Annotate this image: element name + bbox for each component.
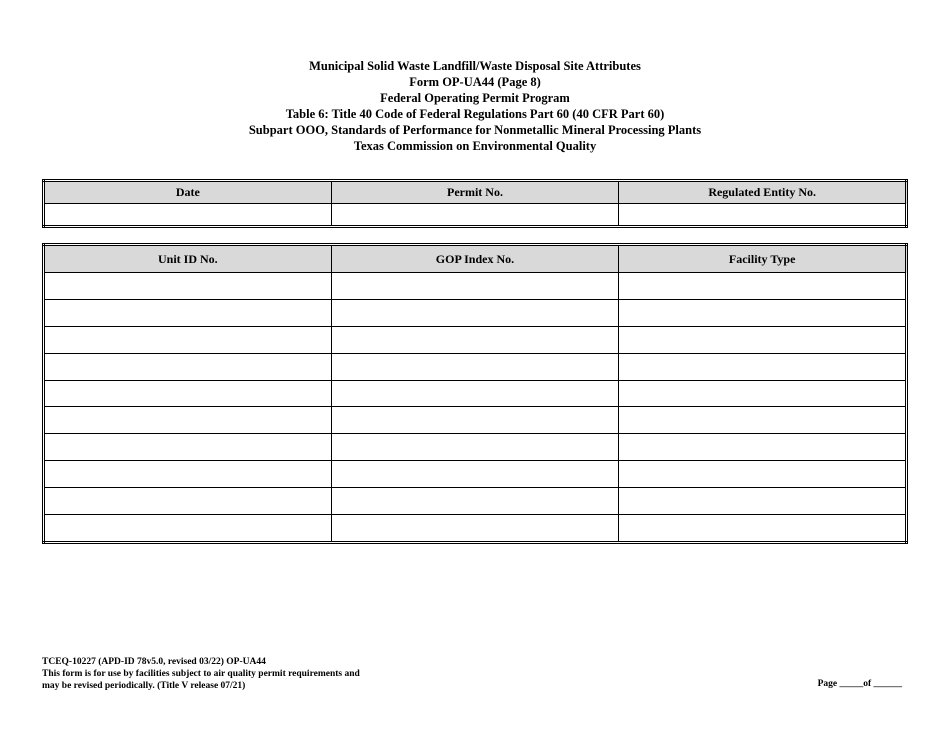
- gop-index-field[interactable]: [331, 515, 619, 543]
- table-row: [44, 407, 907, 434]
- table-row: [44, 515, 907, 543]
- table-row: [44, 273, 907, 300]
- unit-id-field[interactable]: [44, 461, 332, 488]
- facility-type-field[interactable]: [619, 461, 907, 488]
- header-unit-id: Unit ID No.: [44, 245, 332, 273]
- form-title: Municipal Solid Waste Landfill/Waste Disposal Site Attributes: [309, 59, 641, 73]
- program-name: Federal Operating Permit Program: [380, 91, 570, 105]
- facility-type-field[interactable]: [619, 407, 907, 434]
- facility-type-field[interactable]: [619, 515, 907, 543]
- gop-index-field[interactable]: [331, 353, 619, 380]
- table-row: [44, 488, 907, 515]
- header-date: Date: [44, 181, 332, 204]
- regulated-entity-no-field[interactable]: [619, 204, 907, 227]
- gop-index-field[interactable]: [331, 299, 619, 326]
- header-regulated-entity-no: Regulated Entity No.: [619, 181, 907, 204]
- table-row: [44, 434, 907, 461]
- gop-index-field[interactable]: [331, 488, 619, 515]
- header-gop-index: GOP Index No.: [331, 245, 619, 273]
- form-footer: [42, 656, 360, 692]
- form-number: Form OP-UA44 (Page 8): [409, 75, 541, 89]
- table-title: Table 6: Title 40 Code of Federal Regulations Part 60 (40 CFR Part 60): [285, 107, 665, 121]
- gop-index-field[interactable]: [331, 434, 619, 461]
- facility-type-field[interactable]: [619, 299, 907, 326]
- agency-name: Texas Commission on Environmental Quality: [353, 139, 597, 153]
- facility-type-field[interactable]: [619, 434, 907, 461]
- page-number-field: Page _____of ______: [817, 679, 902, 689]
- table-row: [44, 326, 907, 353]
- unit-id-field[interactable]: [44, 434, 332, 461]
- gop-index-field[interactable]: [331, 326, 619, 353]
- unit-id-field[interactable]: [44, 326, 332, 353]
- facility-type-field[interactable]: [619, 380, 907, 407]
- form-header: [0, 58, 950, 154]
- unit-id-field[interactable]: [44, 515, 332, 543]
- gop-index-field[interactable]: [331, 273, 619, 300]
- unit-id-field[interactable]: [44, 488, 332, 515]
- usage-note-line1: This form is for use by facilities subject to air quality permit requirements and: [42, 669, 360, 679]
- table-row: [44, 299, 907, 326]
- table-row: [44, 380, 907, 407]
- gop-index-field[interactable]: [331, 380, 619, 407]
- unit-id-field[interactable]: [44, 273, 332, 300]
- unit-table-header-row: [44, 245, 907, 273]
- header-permit-no: Permit No.: [331, 181, 619, 204]
- table-row: [44, 353, 907, 380]
- facility-type-field[interactable]: [619, 488, 907, 515]
- date-field[interactable]: [44, 204, 332, 227]
- permit-info-header-row: [44, 181, 907, 204]
- permit-no-field[interactable]: [331, 204, 619, 227]
- unit-id-field[interactable]: [44, 380, 332, 407]
- facility-type-field[interactable]: [619, 353, 907, 380]
- permit-info-row: [44, 204, 907, 227]
- unit-id-field[interactable]: [44, 407, 332, 434]
- unit-id-field[interactable]: [44, 299, 332, 326]
- usage-note-line2: may be revised periodically. (Title V release 07/21): [42, 681, 246, 691]
- form-id: TCEQ-10227 (APD-ID 78v5.0, revised 03/22) OP-UA44: [42, 657, 266, 667]
- unit-table: [42, 243, 908, 544]
- subpart-title: Subpart OOO, Standards of Performance for Nonmetallic Mineral Processing Plants: [248, 123, 702, 137]
- table-row: [44, 461, 907, 488]
- facility-type-field[interactable]: [619, 273, 907, 300]
- permit-info-table: [42, 179, 908, 228]
- unit-id-field[interactable]: [44, 353, 332, 380]
- facility-type-field[interactable]: [619, 326, 907, 353]
- gop-index-field[interactable]: [331, 407, 619, 434]
- gop-index-field[interactable]: [331, 461, 619, 488]
- header-facility-type: Facility Type: [619, 245, 907, 273]
